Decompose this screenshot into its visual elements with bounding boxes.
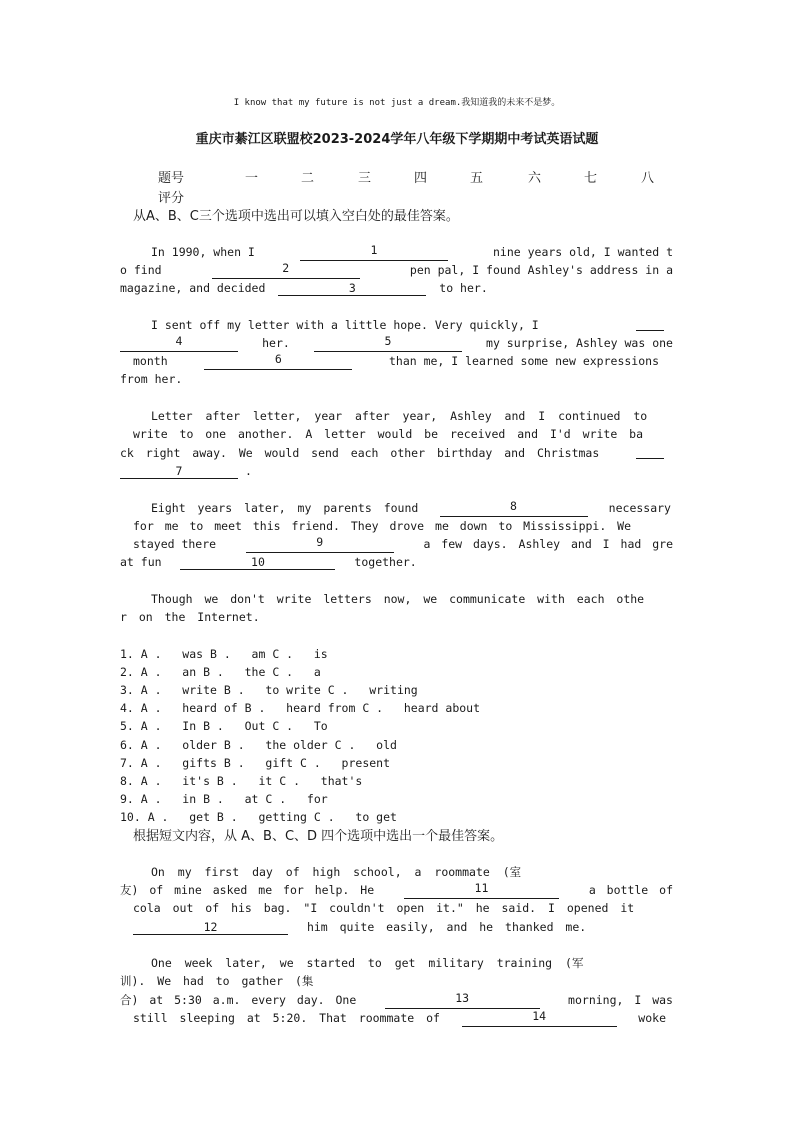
passage-line [120, 881, 673, 899]
blank-12[interactable]: 12 [133, 920, 288, 935]
text-segment: stayed there [133, 537, 217, 551]
passage-line: for me to meet this friend. They drove me down to Mississippi. We [133, 519, 632, 533]
score-column: 四 [414, 171, 428, 186]
text-segment: a bottle of [588, 883, 673, 897]
text-segment: a few days. Ashley and I had gre [423, 537, 673, 551]
text-segment: her. [262, 336, 290, 350]
score-column: 七 [584, 171, 598, 186]
passage-line [120, 334, 673, 352]
passage-line [151, 243, 673, 261]
text-segment: pen pal, I found Ashley's address in a [409, 263, 673, 277]
score-column: 二 [301, 171, 315, 186]
passage-line [133, 535, 673, 553]
question-options: 2. A . an B . the C . a [120, 665, 321, 679]
passage-line: 训). We had to gather (集 [120, 974, 314, 988]
text-segment: . [244, 464, 252, 478]
blank-4[interactable]: 4 [120, 334, 238, 352]
text-segment: necessary [608, 501, 671, 515]
score-column: 一 [245, 171, 259, 186]
passage-line: write to one another. A letter would be received and I'd write ba [133, 427, 644, 441]
passage-line: from her. [120, 372, 183, 386]
passage-line [151, 407, 663, 425]
question-options: 8. A . it's B . it C . that's [120, 774, 363, 788]
score-column: 六 [528, 171, 542, 186]
score-column: 三 [358, 171, 372, 186]
text-segment: than me, I learned some new expressions [388, 354, 659, 368]
blank-3[interactable]: 3 [278, 281, 426, 296]
text-segment: nine years old, I wanted t [492, 245, 673, 259]
question-options: 7. A . gifts B . gift C . present [120, 756, 391, 770]
blank-7-start [636, 458, 664, 459]
score-row-label: 评分 [158, 191, 185, 206]
text-segment: my surprise, Ashley was one [486, 336, 673, 350]
question-options: 4. A . heard of B . heard from C . heard about [120, 701, 481, 715]
score-row-label: 题号 [158, 171, 185, 186]
blank-14[interactable]: 14 [462, 1009, 617, 1027]
blank-8[interactable]: 8 [440, 499, 588, 517]
question-options: 3. A . write B . to write C . writing [120, 683, 418, 697]
passage-line: One week later, we started to get military training (军 [151, 956, 584, 970]
text-segment: woke [638, 1011, 666, 1025]
blank-4-start [636, 330, 664, 331]
question-options: 10. A . get B . getting C . to get [120, 810, 397, 824]
text-segment: Eight years later, my parents found [151, 501, 419, 515]
exam-title: 重庆市綦江区联盟校2023-2024学年八年级下学期期中考试英语试题 [195, 132, 599, 147]
passage-line: cola out of his bag. "I couldn't open it." he said. I opened it [133, 901, 635, 915]
score-column: 八 [641, 171, 655, 186]
text-segment: In 1990, when I [151, 245, 255, 259]
blank-5[interactable]: 5 [314, 334, 462, 352]
text-segment: him quite easily, and he thanked me. [306, 920, 587, 934]
blank-11[interactable]: 11 [404, 881, 559, 899]
text-segment: magazine, and decided [120, 281, 266, 295]
passage-line: ck right away. We would send each other birthday and Christmas [120, 446, 600, 460]
blank-2[interactable]: 2 [212, 261, 360, 279]
text-segment: 合) at 5:30 a.m. every day. One [120, 993, 357, 1007]
passage-line [133, 1009, 666, 1027]
question-options: 6. A . older B . the older C . old [120, 738, 397, 752]
passage-line: On my first day of high school, a roommate (室 [151, 865, 522, 879]
passage-line: r on the Internet. [120, 610, 260, 624]
blank-10[interactable]: 10 [180, 555, 335, 570]
text-segment: 友) of mine asked me for help. He [120, 883, 375, 897]
passage-line [151, 316, 637, 334]
motto-header: I know that my future is not just a dream.我知道我的未来不是梦。 [233, 98, 561, 108]
blank-9[interactable]: 9 [246, 535, 394, 553]
text-segment: month [133, 354, 168, 368]
question-options: 5. A . In B . Out C . To [120, 719, 328, 733]
blank-1[interactable]: 1 [300, 243, 448, 261]
text-segment: together. [354, 555, 417, 569]
section2-instruction: 根据短文内容，从 A、B、C、D 四个选项中选出一个最佳答案。 [133, 829, 504, 844]
passage-line [120, 462, 673, 480]
passage-line [120, 261, 673, 279]
passage-line [120, 553, 673, 571]
question-options: 9. A . in B . at C . for [120, 792, 328, 806]
text-segment: morning, I was [568, 993, 673, 1007]
question-options: 1. A . was B . am C . is [120, 647, 328, 661]
text-segment: to her. [439, 281, 488, 295]
passage-line [133, 918, 686, 936]
text-segment: Letter after letter, year after year, Ashley and I continued to [151, 409, 648, 423]
section1-instruction: 从A、B、C三个选项中选出可以填入空白处的最佳答案。 [133, 209, 459, 224]
blank-13[interactable]: 13 [385, 991, 540, 1009]
blank-7[interactable]: 7 [120, 464, 238, 479]
score-column: 五 [470, 171, 484, 186]
text-segment: o find [120, 263, 162, 277]
text-segment: still sleeping at 5:20. That roommate of [133, 1011, 440, 1025]
text-segment: I sent off my letter with a little hope. Very quickly, I [151, 318, 539, 332]
passage-line [120, 279, 673, 297]
passage-line [120, 991, 673, 1009]
passage-line [133, 352, 659, 370]
text-segment: at fun [120, 555, 162, 569]
passage-line [151, 499, 671, 517]
blank-6[interactable]: 6 [204, 352, 352, 370]
passage-line: Though we don't write letters now, we communicate with each othe [151, 592, 645, 606]
